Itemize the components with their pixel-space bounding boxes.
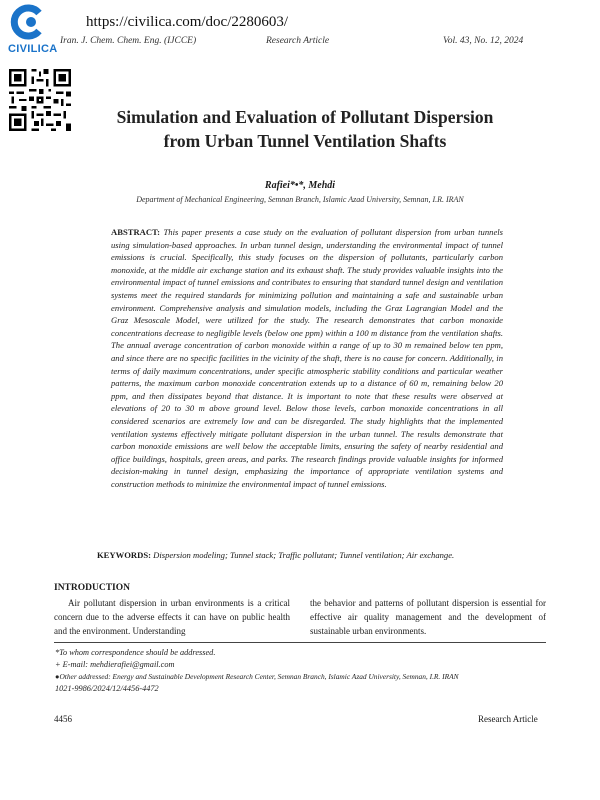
logo-text: CIVILICA [8, 43, 58, 55]
paper-title [80, 105, 530, 153]
author-name: Rafiei*•*, Mehdi [264, 180, 336, 191]
intro-column-1: Air pollutant dispersion in urban environments is a critical concern due to the adverse effects it can have on public health and the environment. Understanding [54, 598, 290, 637]
footnote-email: + E-mail: mehdierafiei@gmail.com [55, 660, 175, 669]
title-line-1: Simulation and Evaluation of Pollutant Dispersion [116, 107, 494, 127]
page-number: 4456 [54, 714, 72, 724]
qr-code-icon[interactable] [9, 69, 71, 131]
footnote-divider [54, 642, 546, 643]
document-url[interactable]: https://civilica.com/doc/2280603/ [86, 14, 289, 30]
footer-article-type: Research Article [478, 714, 538, 724]
intro-column-2: the behavior and patterns of pollutant dispersion is essential for effective air quality management and the development of sustainable urban environments. [310, 598, 546, 637]
abstract-text: This paper presents a case study on the evaluation of pollutant dispersion from urban tunnels using simulation-based approaches. In urban tunnel design, understanding the environmental impact of tunnel emissions is crucial. Specifically, this study focuses on the dispersion of pollutants, particularly carbon monoxide, at the middle air exchange station and its exhaust shaft. The study provides valuable insights into the environmental impact of tunnel emissions and contributes to ensuring that standard tunnel design and ventilation systems meet the required standards for minimizing pollution and maintaining a safe and sustainable urban environment. Comprehensive analysis and simulation models, including the Graz Lagrangian Model and the Graz Mesoscale Model, were utilized for the study. The research demonstrates that carbon monoxide concentrations decrease to negligible levels (below one ppm) within a 100 m distance from the ventilation shafts. The annual average concentration of carbon monoxide within a range of up to 30 m remained below ten ppm, and since there are no specific facilities in the vicinity of the shaft, there is no cause for concern. Additionally, in terms of daily maximum concentrations, under specific atmospheric stability conditions and particular weather patterns, the maximum carbon monoxide concentration extends up to a distance of 60 m, remaining below 20 ppm, and then dissipates beyond that distance. It is important to note that these results were observed at elevations of 20 to 30 m above ground level. Below those levels, carbon monoxide concentrations in all considered scenarios are extremely low and can be disregarded. The study highlights that the implemented ventilation systems effectively mitigate pollutant dispersion in the urban tunnel. The results demonstrate that carbon monoxide emissions are well below the acceptable limits, ensuring the safety of nearby residential and office buildings, hospitals, green areas, and parks. The research findings provide valuable insights for informed decision-making in tunnel design, emphasizing the importance of appropriate ventilation systems and construction methods to minimize the environmental impact of tunnel emissions. [111, 227, 503, 489]
abstract [111, 226, 503, 490]
volume-info: Vol. 43, No. 12, 2024 [443, 36, 524, 46]
civilica-logo-icon [6, 4, 56, 40]
civilica-logo[interactable] [6, 4, 56, 56]
section-heading-introduction: INTRODUCTION [54, 583, 131, 593]
footnote-other-address: ●Other addressed: Energy and Sustainable Development Research Center, Semnan Branch, Islamic Azad University, Semnan, I.R. IRAN [55, 672, 459, 681]
title-line-2: from Urban Tunnel Ventilation Shafts [163, 131, 447, 151]
footnote-correspondence: *To whom correspondence should be addressed. [55, 648, 216, 657]
keywords [97, 550, 517, 560]
keywords-label: KEYWORDS: [97, 550, 151, 560]
abstract-label: ABSTRACT: [111, 227, 161, 237]
journal-name: Iran. J. Chem. Chem. Eng. (IJCCE) [60, 36, 197, 46]
footnote-doi: 1021-9986/2024/12/4456-4472 [55, 684, 159, 693]
article-type: Research Article [266, 36, 330, 46]
keywords-text: Dispersion modeling; Tunnel stack; Traffic pollutant; Tunnel ventilation; Air exchange. [153, 550, 455, 560]
author-affiliation: Department of Mechanical Engineering, Semnan Branch, Islamic Azad University, Semnan, I.R. IRAN [136, 195, 464, 204]
